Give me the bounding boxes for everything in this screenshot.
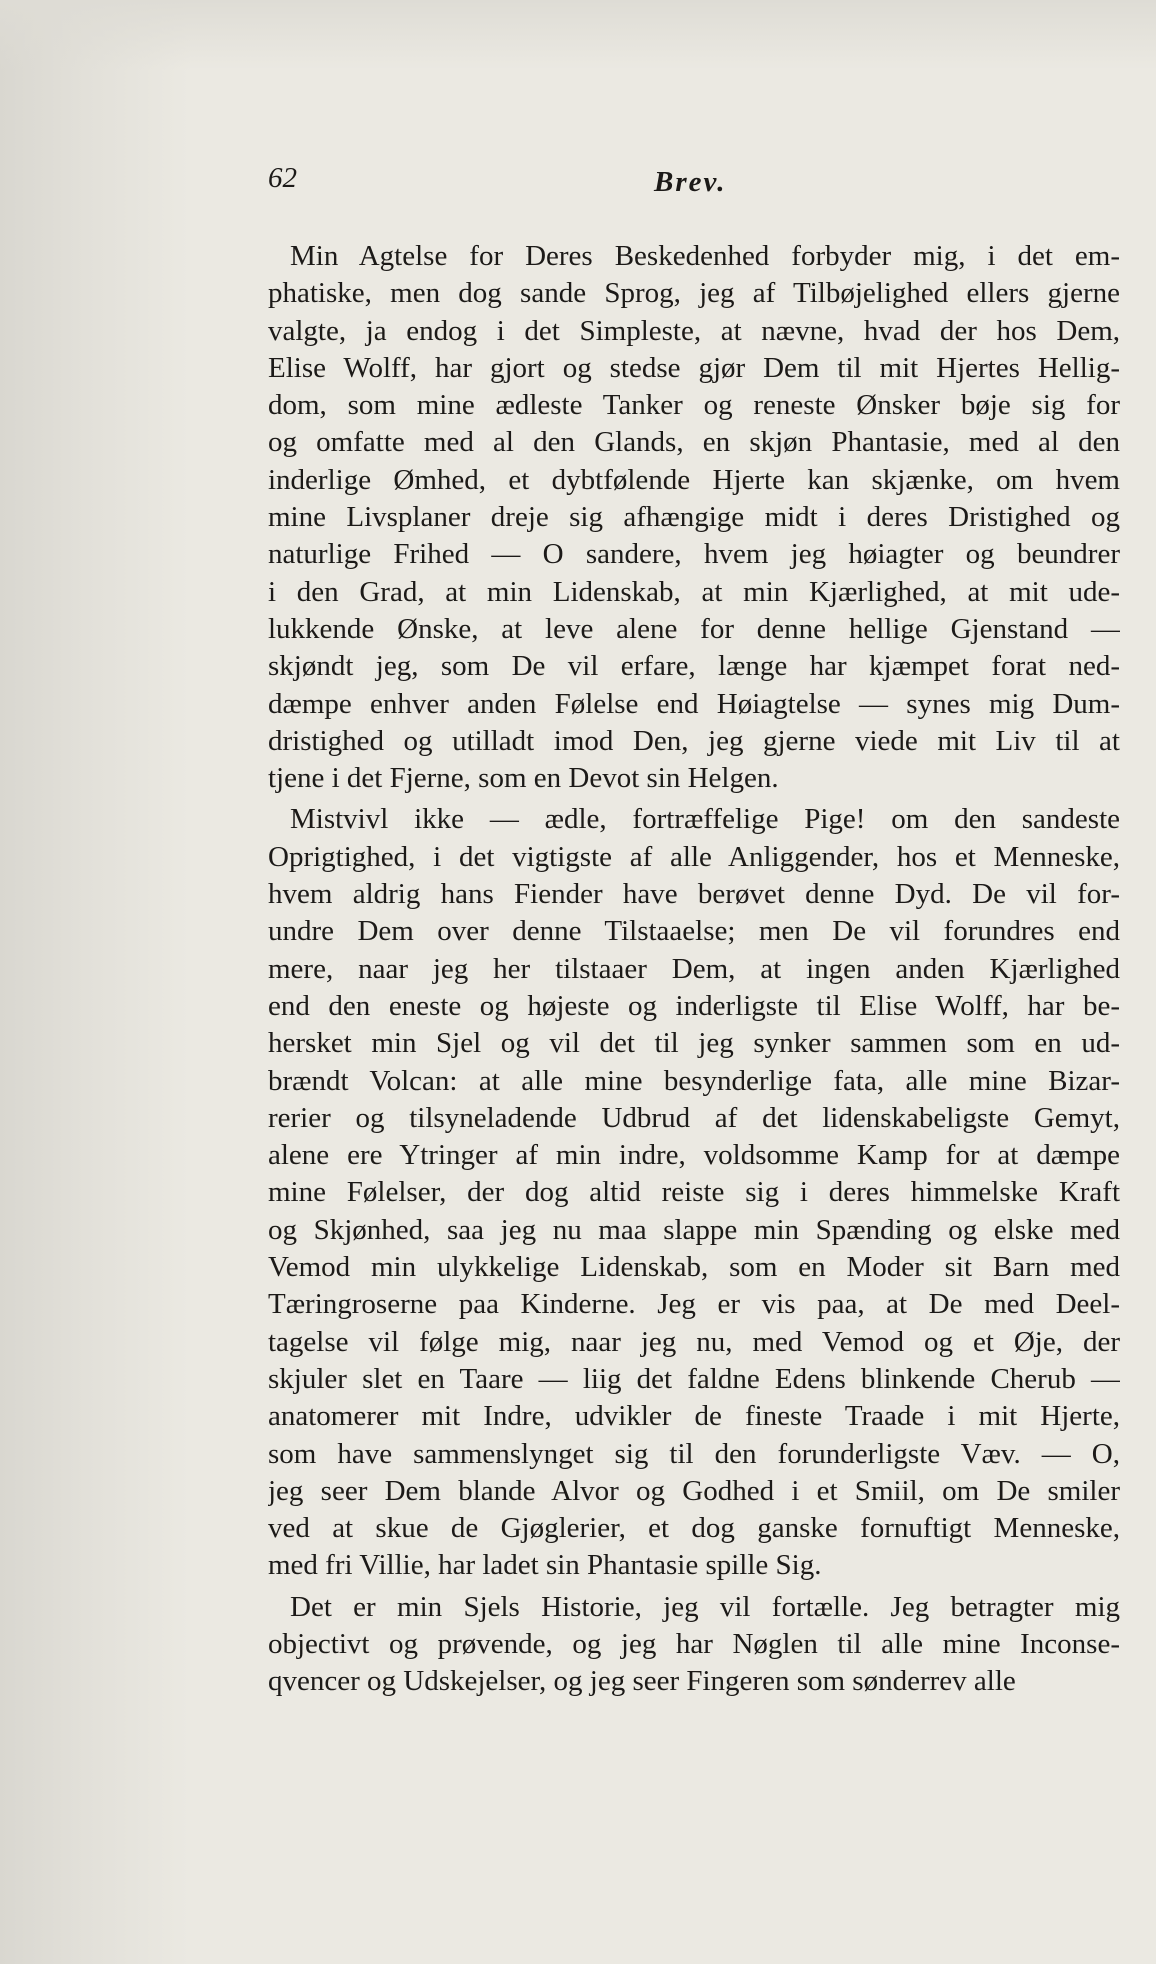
text-line: undre Dem over denne Tilstaaelse; men De vil forundres end	[268, 915, 1120, 948]
text-line: alene ere Ytringer af min indre, voldsomme Kamp for at dæmpe	[268, 1139, 1120, 1172]
text-line: objectivt og prøvende, og jeg har Nøglen til alle mine Inconse-	[268, 1627, 1120, 1660]
text-line: mere, naar jeg her tilstaaer Dem, at ingen anden Kjærlighed	[268, 952, 1120, 985]
text-line: Elise Wolff, har gjort og stedse gjør Dem til mit Hjertes Hellig-	[268, 351, 1120, 384]
running-title: Brev.	[654, 166, 727, 198]
text-line: i den Grad, at min Lidenskab, at min Kjærlighed, at mit ude-	[268, 575, 1120, 608]
text-line: tagelse vil følge mig, naar jeg nu, med Vemod og et Øje, der	[268, 1325, 1120, 1358]
text-line: dristighed og utilladt imod Den, jeg gjerne viede mit Liv til at	[268, 724, 1120, 757]
text-line: phatiske, men dog sande Sprog, jeg af Tilbøjelighed ellers gjerne	[268, 277, 1120, 310]
text-line: og Skjønhed, saa jeg nu maa slappe min Spænding og elske med	[268, 1213, 1120, 1246]
text-line: mine Livsplaner dreje sig afhængige midt i deres Dristighed og	[268, 501, 1120, 534]
text-line: dom, som mine ædleste Tanker og reneste Ønsker bøje sig for	[268, 389, 1120, 422]
text-line: Oprigtighed, i det vigtigste af alle Anliggender, hos et Menneske,	[268, 840, 1120, 873]
text-line: valgte, ja endog i det Simpleste, at nævne, hvad der hos Dem,	[268, 314, 1120, 347]
text-line: Vemod min ulykkelige Lidenskab, som en Moder sit Barn med	[268, 1251, 1120, 1284]
text-line: Tæringroserne paa Kinderne. Jeg er vis paa, at De med Deel-	[268, 1288, 1120, 1321]
text-line: Min Agtelse for Deres Beskedenhed forbyder mig, i det em-	[290, 240, 1120, 272]
text-line: mine Følelser, der dog altid reiste sig i deres himmelske Kraft	[268, 1176, 1120, 1209]
text-line: inderlige Ømhed, et dybtfølende Hjerte kan skjænke, om hvem	[268, 463, 1120, 496]
text-line: skjøndt jeg, som De vil erfare, længe har kjæmpet forat ned-	[268, 650, 1120, 683]
text-line: som have sammenslynget sig til den forunderligste Væv. — O,	[268, 1437, 1120, 1470]
text-line: qvencer og Udskejelser, og jeg seer Fingeren som sønderrev alle	[268, 1665, 1016, 1698]
page-header	[268, 162, 1120, 212]
text-line: Mistvivl ikke — ædle, fortræffelige Pige! om den sandeste	[290, 803, 1120, 836]
text-line: ved at skue de Gjøglerier, et dog ganske fornuftigt Menneske,	[268, 1512, 1120, 1545]
paragraph	[268, 1589, 1120, 1701]
paragraph	[268, 801, 1120, 1584]
text-line: hvem aldrig hans Fiender have berøvet denne Dyd. De vil for-	[268, 878, 1120, 911]
text-line: jeg seer Dem blande Alvor og Godhed i et Smiil, om De smiler	[268, 1474, 1120, 1507]
text-line: Det er min Sjels Historie, jeg vil fortælle. Jeg betragter mig	[290, 1590, 1120, 1623]
text-line: dæmpe enhver anden Følelse end Høiagtelse — synes mig Dum-	[268, 687, 1120, 720]
paragraph	[268, 238, 1120, 797]
text-line: tjene i det Fjerne, som en Devot sin Helgen.	[268, 762, 779, 795]
text-line: hersket min Sjel og vil det til jeg synker sammen som en ud-	[268, 1027, 1120, 1060]
text-line: lukkende Ønske, at leve alene for denne hellige Gjenstand —	[268, 612, 1120, 645]
text-line: med fri Villie, har ladet sin Phantasie spille Sig.	[268, 1549, 822, 1582]
text-line: naturlige Frihed — O sandere, hvem jeg høiagter og beundrer	[268, 538, 1120, 571]
text-line: end den eneste og højeste og inderligste til Elise Wolff, har be-	[268, 989, 1120, 1022]
text-line: rerier og tilsyneladende Udbrud af det lidenskabeligste Gemyt,	[268, 1101, 1120, 1134]
text-line: skjuler slet en Taare — liig det faldne Edens blinkende Cherub —	[268, 1362, 1120, 1395]
text-line: brændt Volcan: at alle mine besynderlige fata, alle mine Bizar-	[268, 1064, 1120, 1097]
text-line: anatomerer mit Indre, udvikler de fineste Traade i mit Hjerte,	[268, 1400, 1120, 1433]
body-text	[268, 238, 1120, 1701]
text-line: og omfatte med al den Glands, en skjøn Phantasie, med al den	[268, 426, 1120, 459]
page-number: 62	[268, 162, 297, 194]
